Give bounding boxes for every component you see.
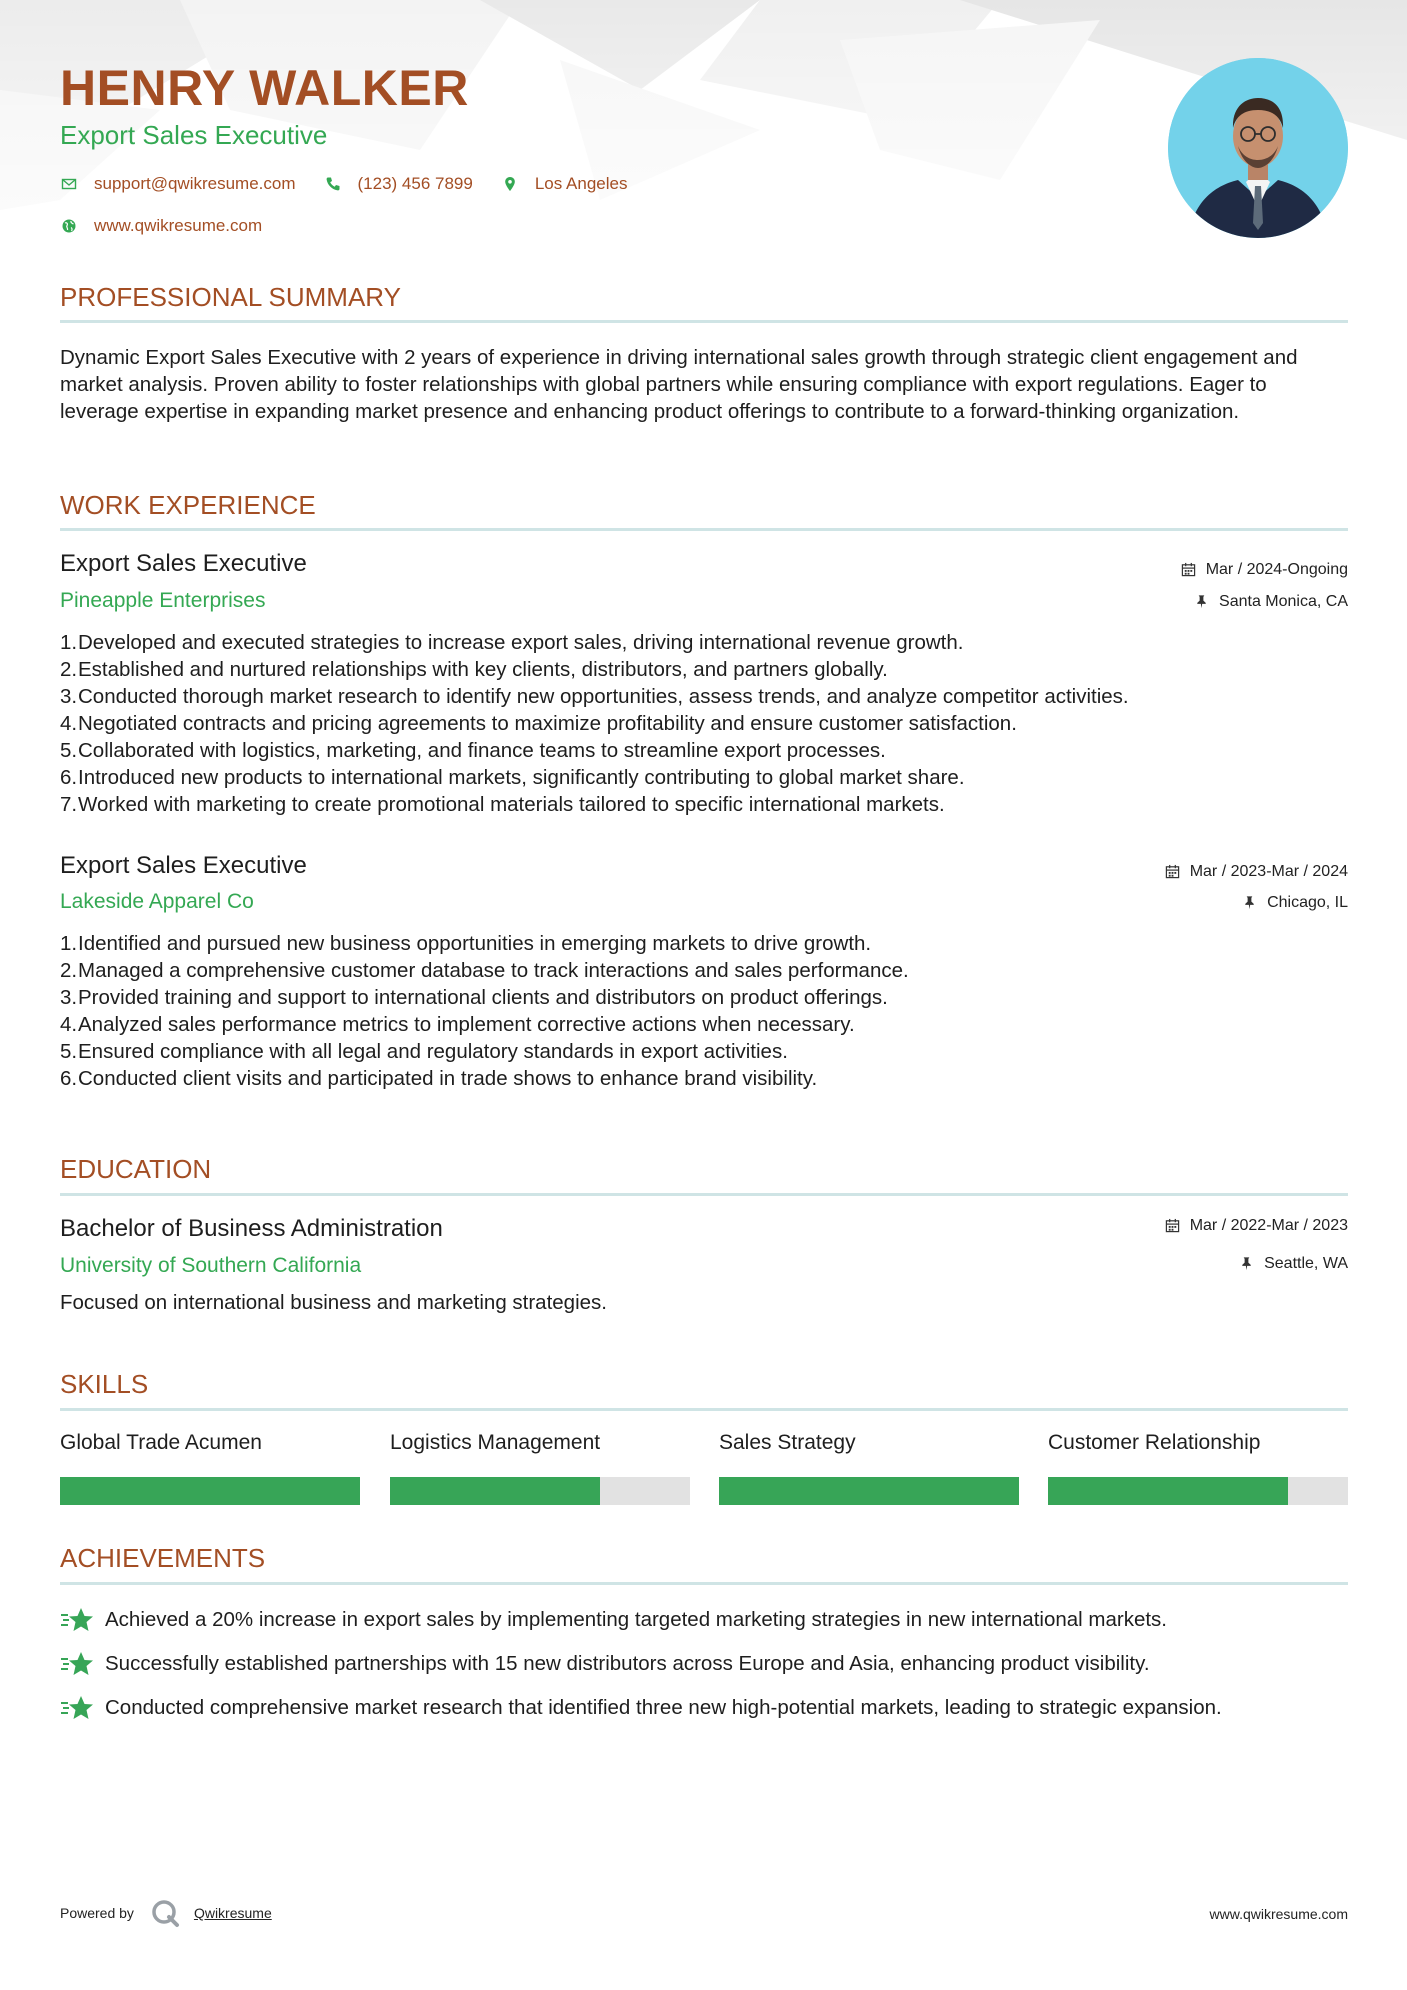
- education-degree: Bachelor of Business Administration: [60, 1215, 443, 1242]
- education-dates-text: Mar / 2022-Mar / 2023: [1189, 1217, 1348, 1234]
- job-dates: [1181, 559, 1348, 581]
- qwikresume-logo-icon: [150, 1898, 180, 1928]
- section-divider: [60, 1408, 1348, 1411]
- summary-text: Dynamic Export Sales Executive with 2 years of experience in driving international sales growth through strategic client engagement and market analysis. Proven ability to foster relationships with global partners while ensuring compliance with export regulations. Eager to leverage expertise in expanding market presence and enhancing product offerings to contribute to a forward-thinking organization.: [60, 346, 1298, 423]
- education-location-text: Seattle, WA: [1264, 1255, 1348, 1272]
- job-location-text: Chicago, IL: [1267, 894, 1348, 911]
- job-title: Export Sales Executive: [60, 550, 307, 577]
- candidate-role: Export Sales Executive: [60, 120, 328, 150]
- job-title: Export Sales Executive: [60, 852, 307, 879]
- contact-website[interactable]: [60, 215, 262, 237]
- skill-item: [719, 1429, 1019, 1505]
- section-divider: [60, 1582, 1348, 1585]
- achievement-text: Achieved a 20% increase in export sales by implementing targeted marketing strategies in new international markets.: [105, 1608, 1167, 1631]
- candidate-name: HENRY WALKER: [60, 60, 469, 116]
- skill-name: Customer Relationship: [1048, 1431, 1261, 1454]
- achievement-text: Successfully established partnerships with 15 new distributors across Europe and Asia, enhancing product visibility.: [105, 1652, 1150, 1675]
- list-item: 5. Ensured compliance with all legal and regulatory standards in export activities.: [60, 1040, 788, 1063]
- achievement-text: Conducted comprehensive market research that identified three new high-potential markets, leading to strategic expansion.: [105, 1696, 1222, 1719]
- list-item: 3. Provided training and support to international clients and distributors on product offerings.: [60, 986, 888, 1009]
- skill-level-bar: [390, 1477, 690, 1505]
- achievement-item: [60, 1694, 1348, 1722]
- section-divider: [60, 528, 1348, 531]
- contact-row-website: [60, 215, 290, 237]
- list-item: 3. Conducted thorough market research to identify new opportunities, assess trends, and analyze competitor activities.: [60, 685, 1129, 708]
- job-company: Lakeside Apparel Co: [60, 890, 254, 913]
- map-marker-icon: [501, 175, 519, 193]
- contact-row: [60, 173, 655, 195]
- list-item: 4. Negotiated contracts and pricing agreements to maximize profitability and ensure customer satisfaction.: [60, 712, 1017, 735]
- job-location: [1242, 892, 1348, 914]
- skill-level-fill: [60, 1477, 360, 1505]
- job-location: [1194, 591, 1348, 613]
- list-item: 7. Worked with marketing to create promotional materials tailored to specific international markets.: [60, 793, 945, 816]
- job-dates-text: Mar / 2024-Ongoing: [1205, 561, 1348, 578]
- skill-item: [60, 1429, 360, 1505]
- contact-email[interactable]: [60, 173, 296, 195]
- list-item: 2. Established and nurtured relationships with key clients, distributors, and partners globally.: [60, 658, 888, 681]
- skill-level-fill: [1048, 1477, 1288, 1505]
- calendar-icon: [1165, 864, 1181, 880]
- pushpin-icon: [1239, 1256, 1255, 1272]
- skill-level-bar: [719, 1477, 1019, 1505]
- skill-item: [390, 1429, 690, 1505]
- list-item: 4. Analyzed sales performance metrics to implement corrective actions when necessary.: [60, 1013, 855, 1036]
- education-location: [1239, 1253, 1348, 1275]
- job-dates: [1165, 861, 1348, 883]
- education-school: University of Southern California: [60, 1254, 362, 1277]
- section-title-skills: SKILLS: [60, 1369, 149, 1399]
- skill-name: Logistics Management: [390, 1431, 601, 1454]
- contact-phone[interactable]: [324, 173, 473, 195]
- envelope-icon: [60, 175, 78, 193]
- section-title-education: EDUCATION: [60, 1154, 212, 1184]
- list-item: 5. Collaborated with logistics, marketing, and finance teams to streamline export processes.: [60, 739, 886, 762]
- skill-level-bar: [60, 1477, 360, 1505]
- globe-icon: [60, 217, 78, 235]
- job-bullet-list: [60, 629, 1348, 818]
- section-title-achievements: ACHIEVEMENTS: [60, 1543, 266, 1573]
- calendar-icon: [1181, 562, 1197, 578]
- powered-by-label: Powered by: [60, 1905, 134, 1921]
- education-dates: [1165, 1215, 1348, 1237]
- footer-powered-by: [60, 1898, 272, 1928]
- education-description: Focused on international business and marketing strategies.: [60, 1291, 607, 1314]
- pushpin-icon: [1194, 594, 1210, 610]
- pushpin-icon: [1242, 895, 1258, 911]
- skill-item: [1048, 1429, 1348, 1505]
- list-item: 6. Introduced new products to international markets, significantly contributing to global market share.: [60, 766, 965, 789]
- job-bullet-list: [60, 930, 1348, 1092]
- phone-text: (123) 456 7899: [357, 174, 473, 193]
- skill-name: Sales Strategy: [719, 1431, 856, 1454]
- location-text: Los Angeles: [534, 174, 628, 193]
- list-item: 6. Conducted client visits and participated in trade shows to enhance brand visibility.: [60, 1067, 818, 1090]
- footer-brand-link[interactable]: Qwikresume: [193, 1905, 272, 1921]
- star-award-icon: [60, 1650, 94, 1678]
- job-location-text: Santa Monica, CA: [1219, 593, 1348, 610]
- phone-icon: [324, 175, 342, 193]
- section-title-experience: WORK EXPERIENCE: [60, 490, 316, 520]
- calendar-icon: [1165, 1218, 1181, 1234]
- footer-website-link[interactable]: www.qwikresume.com: [1209, 1906, 1348, 1922]
- section-divider: [60, 1193, 1348, 1196]
- section-divider: [60, 320, 1348, 323]
- skill-level-bar: [1048, 1477, 1348, 1505]
- section-title-summary: PROFESSIONAL SUMMARY: [60, 282, 401, 312]
- list-item: 2. Managed a comprehensive customer database to track interactions and sales performance.: [60, 959, 909, 982]
- profile-photo: [1168, 58, 1348, 238]
- job-company: Pineapple Enterprises: [60, 589, 266, 612]
- skill-name: Global Trade Acumen: [60, 1431, 262, 1454]
- contact-location: [501, 173, 628, 195]
- achievement-item: [60, 1650, 1348, 1678]
- list-item: 1. Developed and executed strategies to increase export sales, driving international revenue growth.: [60, 631, 964, 654]
- star-award-icon: [60, 1694, 94, 1722]
- website-text: www.qwikresume.com: [94, 216, 263, 235]
- email-text: support@qwikresume.com: [94, 174, 296, 193]
- achievement-item: [60, 1606, 1348, 1634]
- star-award-icon: [60, 1606, 94, 1634]
- skill-level-fill: [719, 1477, 1019, 1505]
- skill-level-fill: [390, 1477, 600, 1505]
- job-dates-text: Mar / 2023-Mar / 2024: [1189, 863, 1348, 880]
- list-item: 1. Identified and pursued new business opportunities in emerging markets to drive growth.: [60, 932, 872, 955]
